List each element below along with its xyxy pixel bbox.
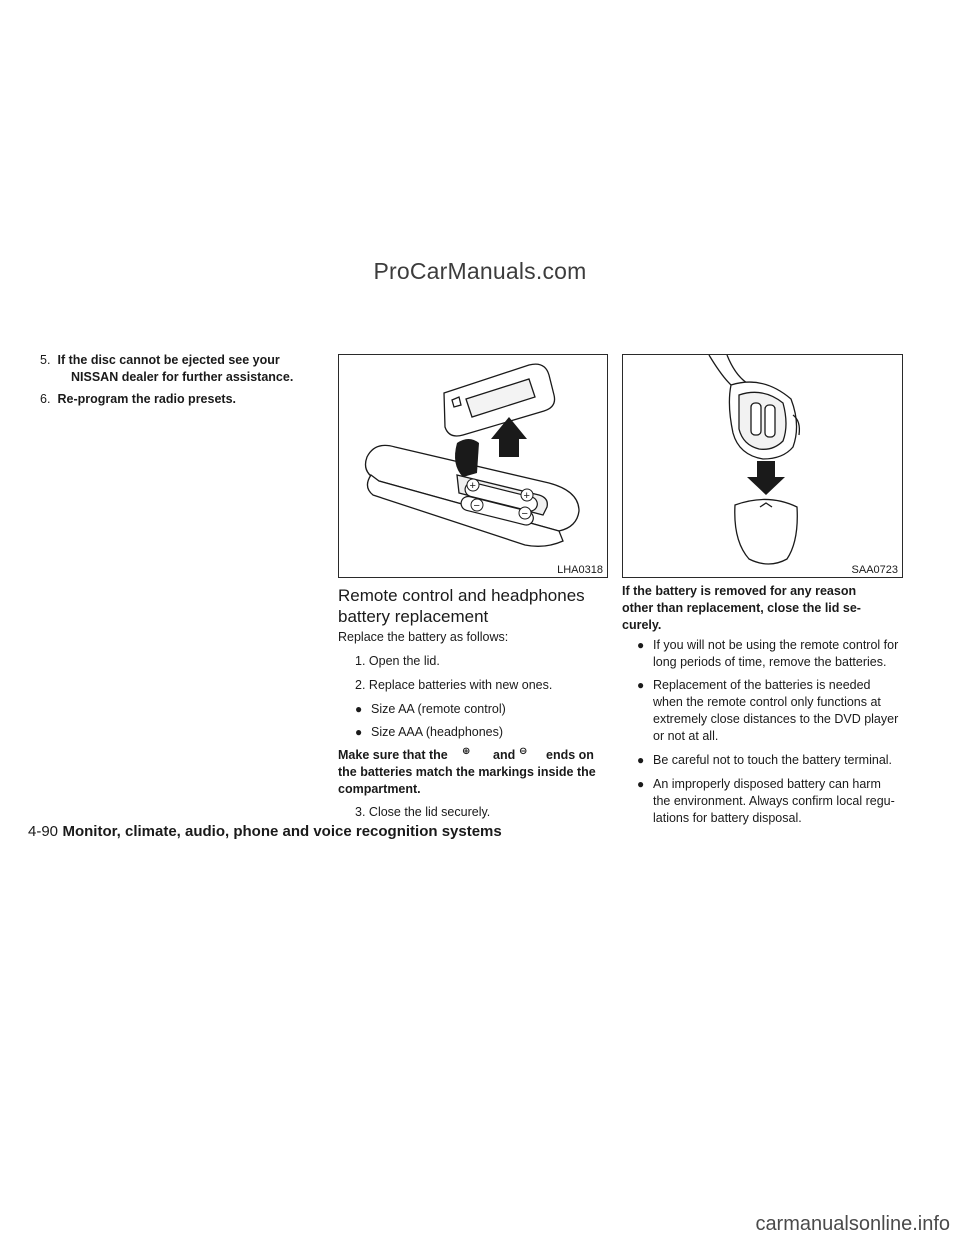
polarity-note-line3: compartment. xyxy=(338,782,421,796)
warning-line: other than replacement, close the lid se- xyxy=(622,601,861,615)
polarity-note xyxy=(338,747,608,798)
bullet-size-aa-text: Size AA (remote control) xyxy=(371,702,506,716)
page-number: 4-90 xyxy=(28,823,59,840)
warning-line: curely. xyxy=(622,618,662,632)
intro-text: Replace the battery as follows: xyxy=(338,630,509,644)
remote-control-illustration xyxy=(339,355,607,577)
step-3-text: Close the lid securely. xyxy=(368,805,491,819)
figure-code-lha0318: LHA0318 xyxy=(557,564,603,576)
polarity-note-part1: Make sure that the xyxy=(338,748,448,762)
step-6-line1: Re-program the radio presets. xyxy=(57,392,236,406)
polarity-note-part3: ends on xyxy=(546,748,594,762)
bullet-line: If you will not be using the remote control for xyxy=(653,638,899,652)
bullet-line: extremely close distances to the DVD player xyxy=(653,712,899,726)
step-2-number: 2. xyxy=(355,678,366,692)
bullet-icon: ● xyxy=(637,678,645,692)
section-title-line2: battery replacement xyxy=(338,607,489,626)
svg-text:−: − xyxy=(521,508,528,520)
bullet-long-periods xyxy=(637,637,907,671)
step-3-number: 3. xyxy=(355,805,366,819)
headphone-illustration xyxy=(623,355,902,577)
polarity-note-part2: and xyxy=(493,748,516,762)
headphone-figure xyxy=(622,354,903,578)
plus-terminal-icon: ⊕ xyxy=(462,746,471,757)
watermark-top: ProCarManuals.com xyxy=(373,258,587,284)
step-1-text: Open the lid. xyxy=(368,654,440,668)
bullet-line: or not at all. xyxy=(653,729,719,743)
bullet-icon: ● xyxy=(355,725,363,739)
chapter-title: Monitor, climate, audio, phone and voice recognition systems xyxy=(62,823,502,840)
bullet-size-aaa-text: Size AAA (headphones) xyxy=(371,725,504,739)
bullet-line: lations for battery disposal. xyxy=(653,811,802,825)
polarity-note-line2: the batteries match the markings inside the xyxy=(338,765,596,779)
bullet-size-aa xyxy=(355,701,605,718)
step-1 xyxy=(355,653,440,670)
bullet-line: Replacement of the batteries is needed xyxy=(653,678,871,692)
step-6-number: 6. xyxy=(40,392,51,406)
step-5-number: 5. xyxy=(40,353,51,367)
watermark-bottom: carmanualsonline.info xyxy=(755,1213,950,1235)
svg-text:+: + xyxy=(469,480,476,492)
bullet-size-aaa xyxy=(355,724,605,741)
section-title xyxy=(338,585,608,627)
step-2 xyxy=(355,677,552,694)
bullet-line: the environment. Always confirm local regu- xyxy=(653,794,895,808)
step-5-line1: If the disc cannot be ejected see your xyxy=(57,353,280,367)
step-6 xyxy=(40,391,310,408)
bullet-disposal xyxy=(637,776,907,827)
svg-text:+: + xyxy=(523,490,530,502)
bullet-icon: ● xyxy=(355,702,363,716)
warning-line: If the battery is removed for any reason xyxy=(622,584,857,598)
bullet-replacement xyxy=(637,677,907,745)
svg-text:−: − xyxy=(473,500,480,512)
figure-code-saa0723: SAA0723 xyxy=(851,564,898,576)
section-title-line1: Remote control and headphones xyxy=(338,586,585,605)
step-1-number: 1. xyxy=(355,654,366,668)
bullet-terminal xyxy=(637,752,907,769)
remote-control-figure xyxy=(338,354,608,578)
minus-terminal-icon: ⊖ xyxy=(519,746,528,757)
step-5 xyxy=(40,352,310,386)
bullet-icon: ● xyxy=(637,777,645,791)
bullet-line: when the remote control only functions at xyxy=(653,695,881,709)
bullet-icon: ● xyxy=(637,638,645,652)
warning-note xyxy=(622,583,904,634)
step-5-line2: NISSAN dealer for further assistance. xyxy=(71,370,294,384)
bullet-line: Be careful not to touch the battery terminal. xyxy=(653,753,893,767)
step-3 xyxy=(355,804,490,821)
page-footer xyxy=(28,823,502,841)
step-2-text: Replace batteries with new ones. xyxy=(368,678,553,692)
bullet-line: long periods of time, remove the batteries. xyxy=(653,655,887,669)
bullet-line: An improperly disposed battery can harm xyxy=(653,777,881,791)
bullet-icon: ● xyxy=(637,753,645,767)
